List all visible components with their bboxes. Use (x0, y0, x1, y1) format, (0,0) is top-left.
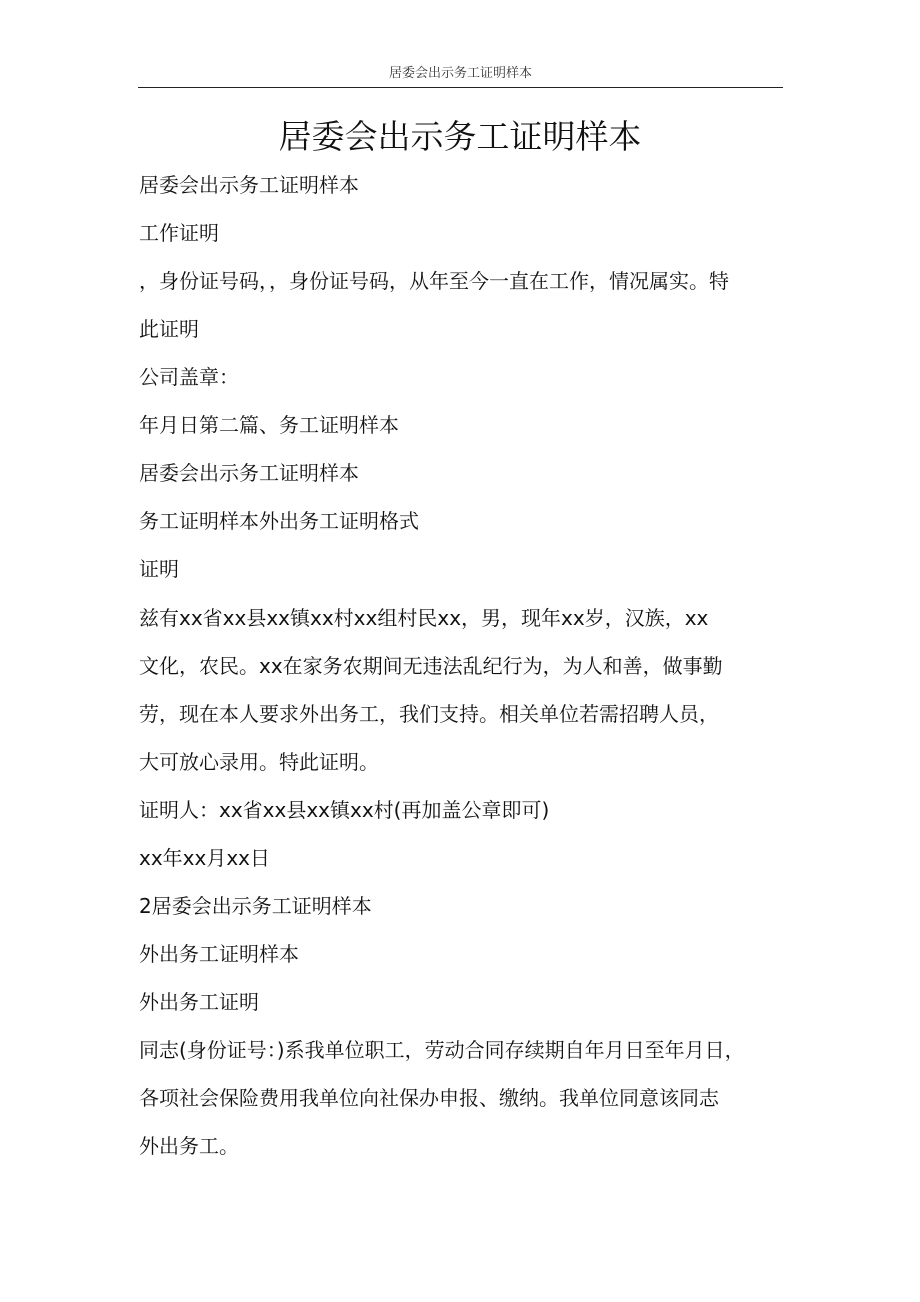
body-line: 外出务工证明样本 (139, 942, 299, 966)
body-line: 居委会出示务工证明样本 (139, 173, 359, 197)
body-line: 证明人：xx省xx县xx镇xx村(再加盖公章即可) (139, 798, 550, 822)
body-line: 同志(身份证号：)系我单位职工，劳动合同存续期自年月日至年月日， (139, 1038, 745, 1062)
body-line: 公司盖章： (139, 365, 239, 389)
body-line: 文化，农民。xx在家务农期间无违法乱纪行为，为人和善，做事勤 (139, 654, 723, 678)
body-line: 外出务工。 (139, 1134, 239, 1158)
body-line: 各项社会保险费用我单位向社保办申报、缴纳。我单位同意该同志 (139, 1086, 719, 1110)
running-header-title: 居委会出示务工证明样本 (388, 66, 532, 81)
body-line: 居委会出示务工证明样本 (139, 461, 359, 485)
body-line: 大可放心录用。特此证明。 (139, 750, 379, 774)
page-header (138, 62, 783, 88)
body-line: 此证明 (139, 317, 199, 341)
body-line: xx年xx月xx日 (139, 846, 271, 870)
body-line: 年月日第二篇、务工证明样本 (139, 413, 399, 437)
body-line: 兹有xx省xx县xx镇xx村xx组村民xx，男，现年xx岁，汉族，xx (139, 606, 709, 630)
body-line: 务工证明样本外出务工证明格式 (139, 509, 419, 533)
body-line: ，身份证号码，，身份证号码，从年至今一直在工作，情况属实。特 (139, 269, 729, 293)
body-line: 2居委会出示务工证明样本 (139, 894, 372, 918)
body-line: 证明 (139, 557, 179, 581)
document-title: 居委会出示务工证明样本 (278, 117, 642, 156)
body-line: 外出务工证明 (139, 990, 259, 1014)
body-line: 工作证明 (139, 221, 219, 245)
body-line: 劳，现在本人要求外出务工，我们支持。相关单位若需招聘人员， (139, 702, 719, 726)
